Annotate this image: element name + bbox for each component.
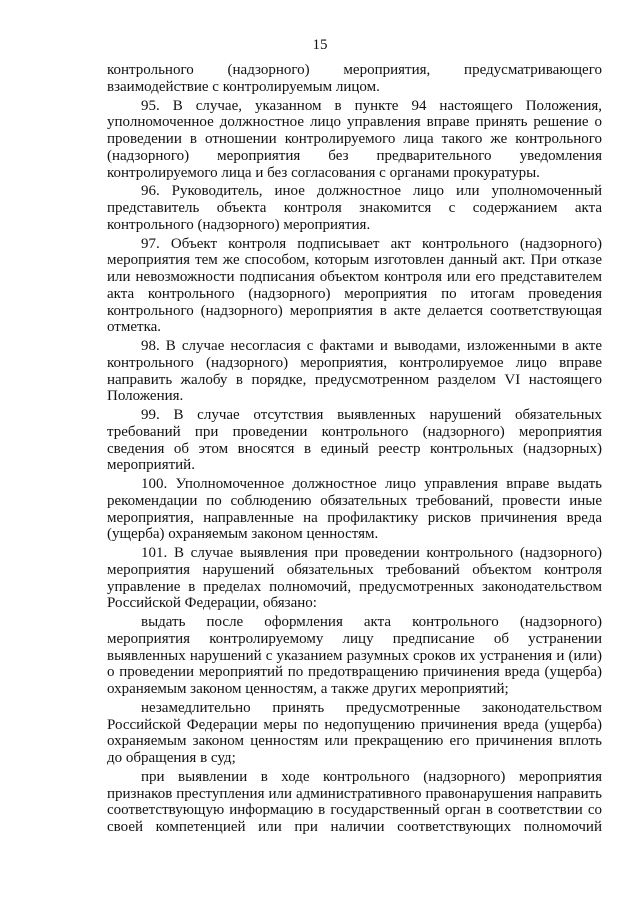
list-item-issue-order: выдать после оформления акта контрольного (надзорного) мероприятия контролируемому лицу предписание об устранении выявленных нарушений с указанием разумных сроков их устранения и (или) о проведении мероприятий по предотвращению причинения вреда (ущерба) охраняемым законом ценностям, а также других мероприятий;	[107, 614, 602, 697]
paragraph-98: 98. В случае несогласия с фактами и выводами, изложенными в акте контрольного (надзорного) мероприятия, контролируемое лицо вправе направить жалобу в порядке, предусмотренном разделом VI настоящего Положения.	[107, 338, 602, 405]
list-item-take-measures: незамедлительно принять предусмотренные законодательством Российской Федерации меры по недопущению причинения вреда (ущерба) охраняемым законом ценностям или прекращению его причинения вплоть до обращения в суд;	[107, 699, 602, 766]
page-number: 15	[312, 37, 328, 53]
paragraph-96: 96. Руководитель, иное должностное лицо или уполномоченный представитель объекта контроля знакомится с содержанием акта контрольного (надзорного) мероприятия.	[107, 183, 602, 233]
paragraph-95: 95. В случае, указанном в пункте 94 настоящего Положения, уполномоченное должностное лицо управления вправе принять решение о проведении в отношении контролируемого лица такого же контрольного (надзорного) мероприятия без предварительного уведомления контролируемого лица и без согласования с органами прокуратуры.	[107, 97, 602, 181]
paragraph-99: 99. В случае отсутствия выявленных нарушений обязательных требований при проведении контрольного (надзорного) мероприятия сведения об этом вносятся в единый реестр контрольных (надзорных) мероприятий.	[107, 407, 602, 474]
list-item-report-violation: при выявлении в ходе контрольного (надзорного) мероприятия признаков преступления или административного правонарушения направить соответствующую информацию в государственный орган в соответствии со своей компетенцией или при наличии соответствующих полномочий	[107, 768, 602, 835]
paragraph-continuation: контрольного (надзорного) мероприятия, предусматривающего взаимодействие с контролируемым лицом.	[107, 62, 602, 95]
paragraph-100: 100. Уполномоченное должностное лицо управления вправе выдать рекомендации по соблюдению обязательных требований, провести иные мероприятия, направленные на профилактику рисков причинения вреда (ущерба) охраняемым законом ценностям.	[107, 476, 602, 543]
document-body	[107, 62, 602, 836]
paragraph-101: 101. В случае выявления при проведении контрольного (надзорного) мероприятия нарушений обязательных требований объектом контроля управление в пределах полномочий, предусмотренных законодательством Российской Федерации, обязано:	[107, 545, 602, 612]
paragraph-97: 97. Объект контроля подписывает акт контрольного (надзорного) мероприятия тем же способом, которым изготовлен данный акт. При отказе или невозможности подписания объектом контроля или его представителем акта контрольного (надзорного) мероприятия по итогам проведения контрольного (надзорного) мероприятия в акте делается соответствующая отметка.	[107, 235, 602, 336]
